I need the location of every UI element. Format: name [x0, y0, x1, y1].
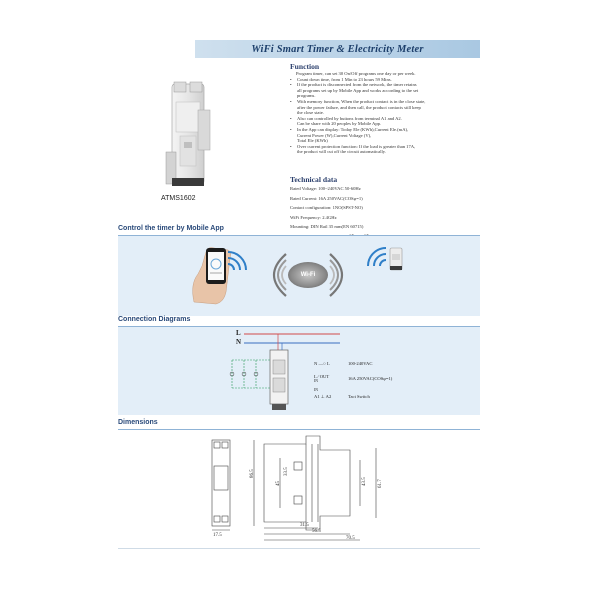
dim-height-side-a: 43.5: [362, 477, 367, 486]
bullet-icon: •: [290, 76, 292, 82]
function-heading: Function: [290, 62, 320, 71]
legend-symbol-contact: L ∕ OUT: [314, 374, 330, 379]
legend-sym-2: OUT: [319, 374, 330, 379]
function-line: Over current protection function: If the load is greater than 17A,: [297, 143, 416, 149]
technical-list: [290, 184, 480, 242]
legend-sym-2: A2: [325, 394, 332, 399]
line-n-label: N: [236, 338, 242, 346]
legend-text-voltage: 100-240VAC: [348, 361, 373, 366]
function-bullet-text: [297, 116, 402, 127]
bullet-icon: •: [290, 126, 292, 132]
dim-small-a: 33.5: [284, 467, 289, 476]
dim-height-total: 86.5: [250, 469, 255, 478]
dimensions-divider: [118, 429, 480, 430]
tech-row: Contact configuration: 1NO(SPST-NO): [290, 205, 363, 211]
function-line: all programs set up by Mobile App and works according to the set: [297, 87, 419, 93]
legend-in-2: IN: [314, 388, 319, 392]
legend-sym-1: A1: [314, 394, 320, 399]
dimension-drawing: [200, 432, 390, 544]
dim-height-inner: 45: [276, 481, 281, 486]
device-wifi-icon: [364, 244, 388, 268]
function-line: With memory function, When the product contact is in the close state,: [297, 98, 426, 104]
dim-depth-b: 56.5: [312, 529, 321, 534]
title-banner: [195, 40, 480, 58]
dim-depth-c: 70.5: [346, 536, 355, 541]
function-line: the product will cut off the circuit automatically.: [297, 149, 386, 155]
wifi-waves-right: [328, 252, 358, 298]
wifi-waves-left: [258, 252, 288, 298]
function-line: Total Ele (KWh): [297, 138, 328, 144]
legend-in-1: IN: [314, 379, 319, 383]
function-bullet-text: [297, 127, 408, 144]
legend-text-switch: Tact Switch: [348, 394, 370, 399]
function-bullet-text: [297, 144, 415, 155]
bullet-icon: •: [290, 115, 292, 121]
function-bullet: [290, 99, 480, 116]
tech-row: Mounting: DIN Rail 35 mm(EN 60715): [290, 224, 364, 230]
function-bullet: [290, 116, 480, 127]
wifi-badge-label: Wi-Fi: [300, 272, 316, 278]
bullet-icon: •: [290, 98, 292, 104]
function-line: In the App can display: Today Ele (KWh),Current Ele.(mA),: [297, 126, 409, 132]
legend-text-current: 16A 250VAC(COSφ=1): [348, 376, 393, 381]
function-line: programs.: [297, 93, 316, 99]
function-line: If the product is disconnected from the network, the timer retains: [297, 82, 417, 88]
dimensions-heading: Dimensions: [118, 419, 158, 426]
phone-wifi-icon: [226, 248, 250, 272]
function-list: [290, 77, 480, 155]
technical-heading: Technical data: [290, 175, 338, 184]
control-heading: Control the timer by Mobile App: [118, 225, 224, 232]
wifi-badge: [288, 262, 328, 288]
function-bullet-text: [297, 82, 418, 99]
bullet-icon: •: [290, 143, 292, 149]
legend-sym-1: N: [314, 361, 318, 366]
function-bullet: [290, 144, 480, 155]
legend-symbol-n-l: N —○ L: [314, 361, 330, 366]
tech-row: WiFi Frequency: 2.4GHz: [290, 214, 337, 220]
tech-row: Rated Current: 16A 250VAC(COSφ=1): [290, 195, 363, 201]
timer-device-icon: [386, 246, 406, 272]
bottom-divider: [118, 548, 480, 549]
page-title: WiFi Smart Timer & Electricity Meter: [251, 43, 424, 55]
product-photo: [158, 80, 220, 192]
tech-row: Rated Voltage: 100~240VAC 50-60Hz: [290, 186, 361, 191]
function-line: Also can controlled by buttons from terminal A1 and A2.: [297, 115, 402, 121]
dim-width-front: 17.5: [213, 533, 222, 538]
line-l-label: L: [236, 329, 241, 337]
function-line: Count down time, from 1 Min to 23 hours 59 Mins.: [297, 76, 392, 82]
dim-height-side-b: 61.7: [378, 479, 383, 488]
function-text: [290, 71, 480, 155]
function-intro: Program timer, can set 30 On/Off programs one day or per week.: [296, 71, 416, 76]
function-line: the close state.: [297, 110, 324, 116]
function-line: Current Power (W),Current Voltage (V),: [297, 132, 372, 138]
model-label: ATMS1602: [161, 195, 196, 202]
legend-symbol-switch: A1 ⊥ A2: [314, 394, 332, 399]
function-bullet-text: [297, 99, 425, 116]
dim-depth-a: 31.5: [300, 523, 309, 528]
legend-sym-2: L: [327, 361, 330, 366]
function-bullet: [290, 82, 480, 99]
legend-sym-1: L: [314, 374, 317, 379]
function-bullet: [290, 127, 480, 144]
function-line: after the power failure, and then call, the product contacts still keep: [297, 104, 421, 110]
function-line: Can be share with 20 peoples by Mobile App.: [297, 121, 382, 127]
bullet-icon: •: [290, 82, 292, 88]
connection-heading: Connection Diagrams: [118, 316, 191, 323]
